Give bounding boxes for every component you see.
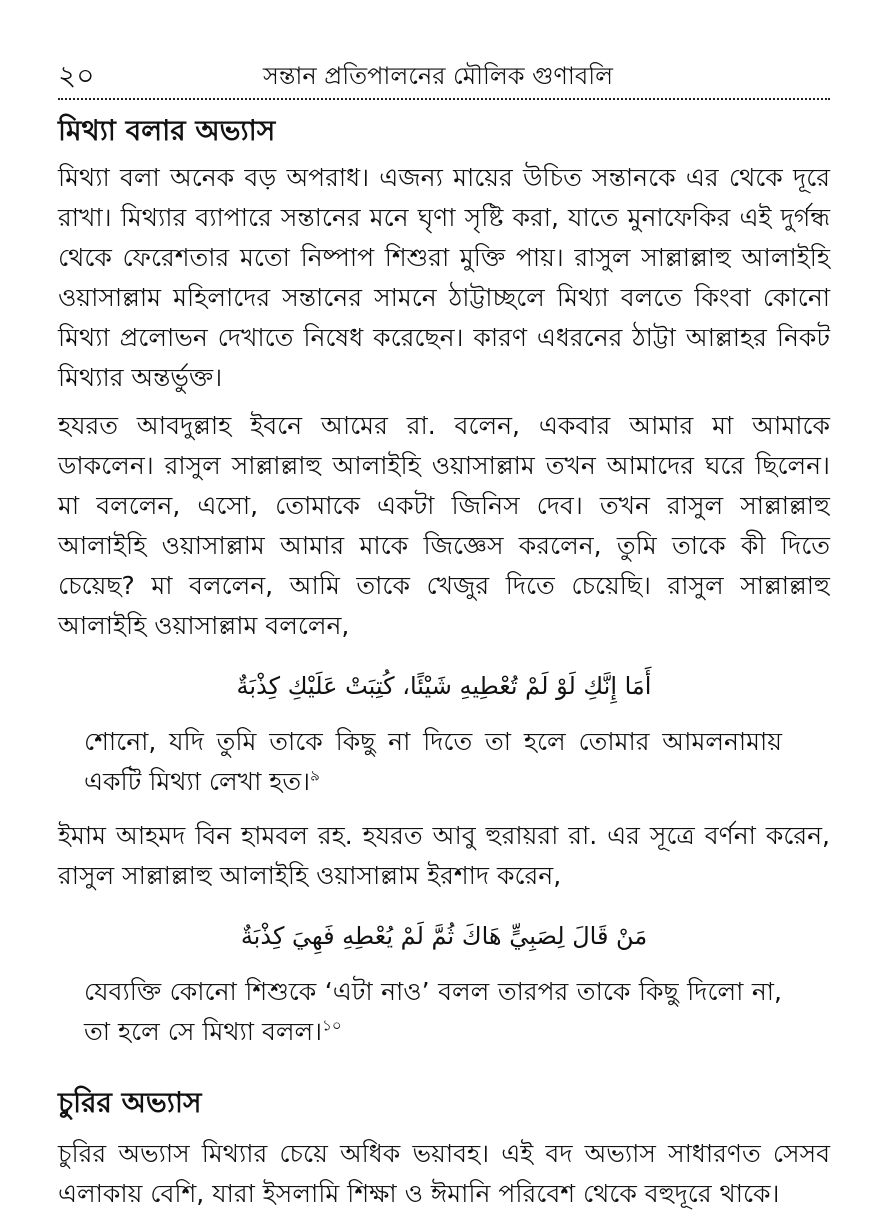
paragraph-stealing-intro: চুরির অভ্যাস মিথ্যার চেয়ে অধিক ভয়াবহ। এই বদ অভ্যাস সাধারণত সেসব এলাকায় বেশি, যারা ইসলামি শিক্ষা ও ঈমানি পরিবেশ থেকে বহুদূরে থাকে। — [58, 1139, 830, 1208]
translation-block-2 — [84, 972, 782, 1052]
arabic-hadith-2: مَنْ قَالَ لِصَبِيٍّ هَاكَ ثُمَّ لَمْ يُعْطِهِ فَهِيَ كِذْبَةٌ — [240, 922, 648, 950]
running-title: সন্তান প্রতিপালনের মৌলিক গুণাবলি — [263, 62, 613, 90]
section-stealing-habit — [58, 1080, 830, 1214]
page-header — [58, 50, 830, 100]
book-page — [58, 50, 830, 1214]
arabic-hadith-1: أَمَا إِنَّكِ لَوْ لَمْ تُعْطِيهِ شَيْئًا، كُتِبَتْ عَلَيْكِ كِذْبَةٌ — [236, 672, 652, 700]
footnote-marker-1: ৯ — [310, 766, 320, 785]
translation-text-1: শোনো, যদি তুমি তাকে কিছু না দিতে তা হলে তোমার আমলনামায় একটি মিথ্যা লেখা হত। — [84, 727, 782, 796]
paragraph-hadith-narration-2: ইমাম আহমদ বিন হামবল রহ. হযরত আবু হুরায়রা রা. এর সূত্রে বর্ণনা করেন, রাসুল সাল্লাল্লাহু আলাইহি ওয়াসাল্লাম ইরশাদ করেন, — [58, 821, 830, 890]
translation-text-2: যেব্যক্তি কোনো শিশুকে ‘এটা নাও’ বলল তারপর তাকে কিছু দিলো না, তা হলে সে মিথ্যা বলল। — [84, 977, 782, 1046]
section-heading-lying: মিথ্যা বলার অভ্যাস — [58, 114, 276, 147]
footnote-marker-2: ১০ — [322, 1016, 342, 1035]
translation-block-1 — [84, 722, 782, 802]
page-number: ২০ — [58, 59, 95, 92]
section-lying-habit — [58, 108, 830, 1052]
section-heading-stealing: চুরির অভ্যাস — [58, 1086, 202, 1119]
paragraph-hadith-narration-1: হযরত আবদুল্লাহ ইবনে আমের রা. বলেন, একবার আমার মা আমাকে ডাকলেন। রাসুল সাল্লাল্লাহু আলাইহি ওয়াসাল্লাম তখন আমাদের ঘরে ছিলেন। মা বললেন, এসো, তোমাকে একটা জিনিস দেব। তখন রাসুল সাল্লাল্লাহু আলাইহি ওয়াসাল্লাম আমার মাকে জিজ্ঞেস করলেন, তুমি তাকে কী দিতে চেয়েছ? মা বললেন, আমি তাকে খেজুর দিতে চেয়েছি। রাসুল সাল্লাল্লাহু আলাইহি ওয়াসাল্লাম বললেন, — [58, 411, 830, 640]
paragraph-lying-intro: মিথ্যা বলা অনেক বড় অপরাধ। এজন্য মায়ের উচিত সন্তানকে এর থেকে দূরে রাখা। মিথ্যার ব্যাপারে সন্তানের মনে ঘৃণা সৃষ্টি করা, যাতে মুনাফেকির এই দুর্গন্ধ থেকে ফেরেশতার মতো নিষ্পাপ শিশুরা মুক্তি পায়। রাসুল সাল্লাল্লাহু আলাইহি ওয়াসাল্লাম মহিলাদের সন্তানের সামনে ঠাট্টাচ্ছলে মিথ্যা বলতে কিংবা কোনো মিথ্যা প্রলোভন দেখাতে নিষেধ করেছেন। কারণ এধরনের ঠাট্টা আল্লাহর নিকট মিথ্যার অন্তর্ভুক্ত। — [58, 163, 830, 392]
